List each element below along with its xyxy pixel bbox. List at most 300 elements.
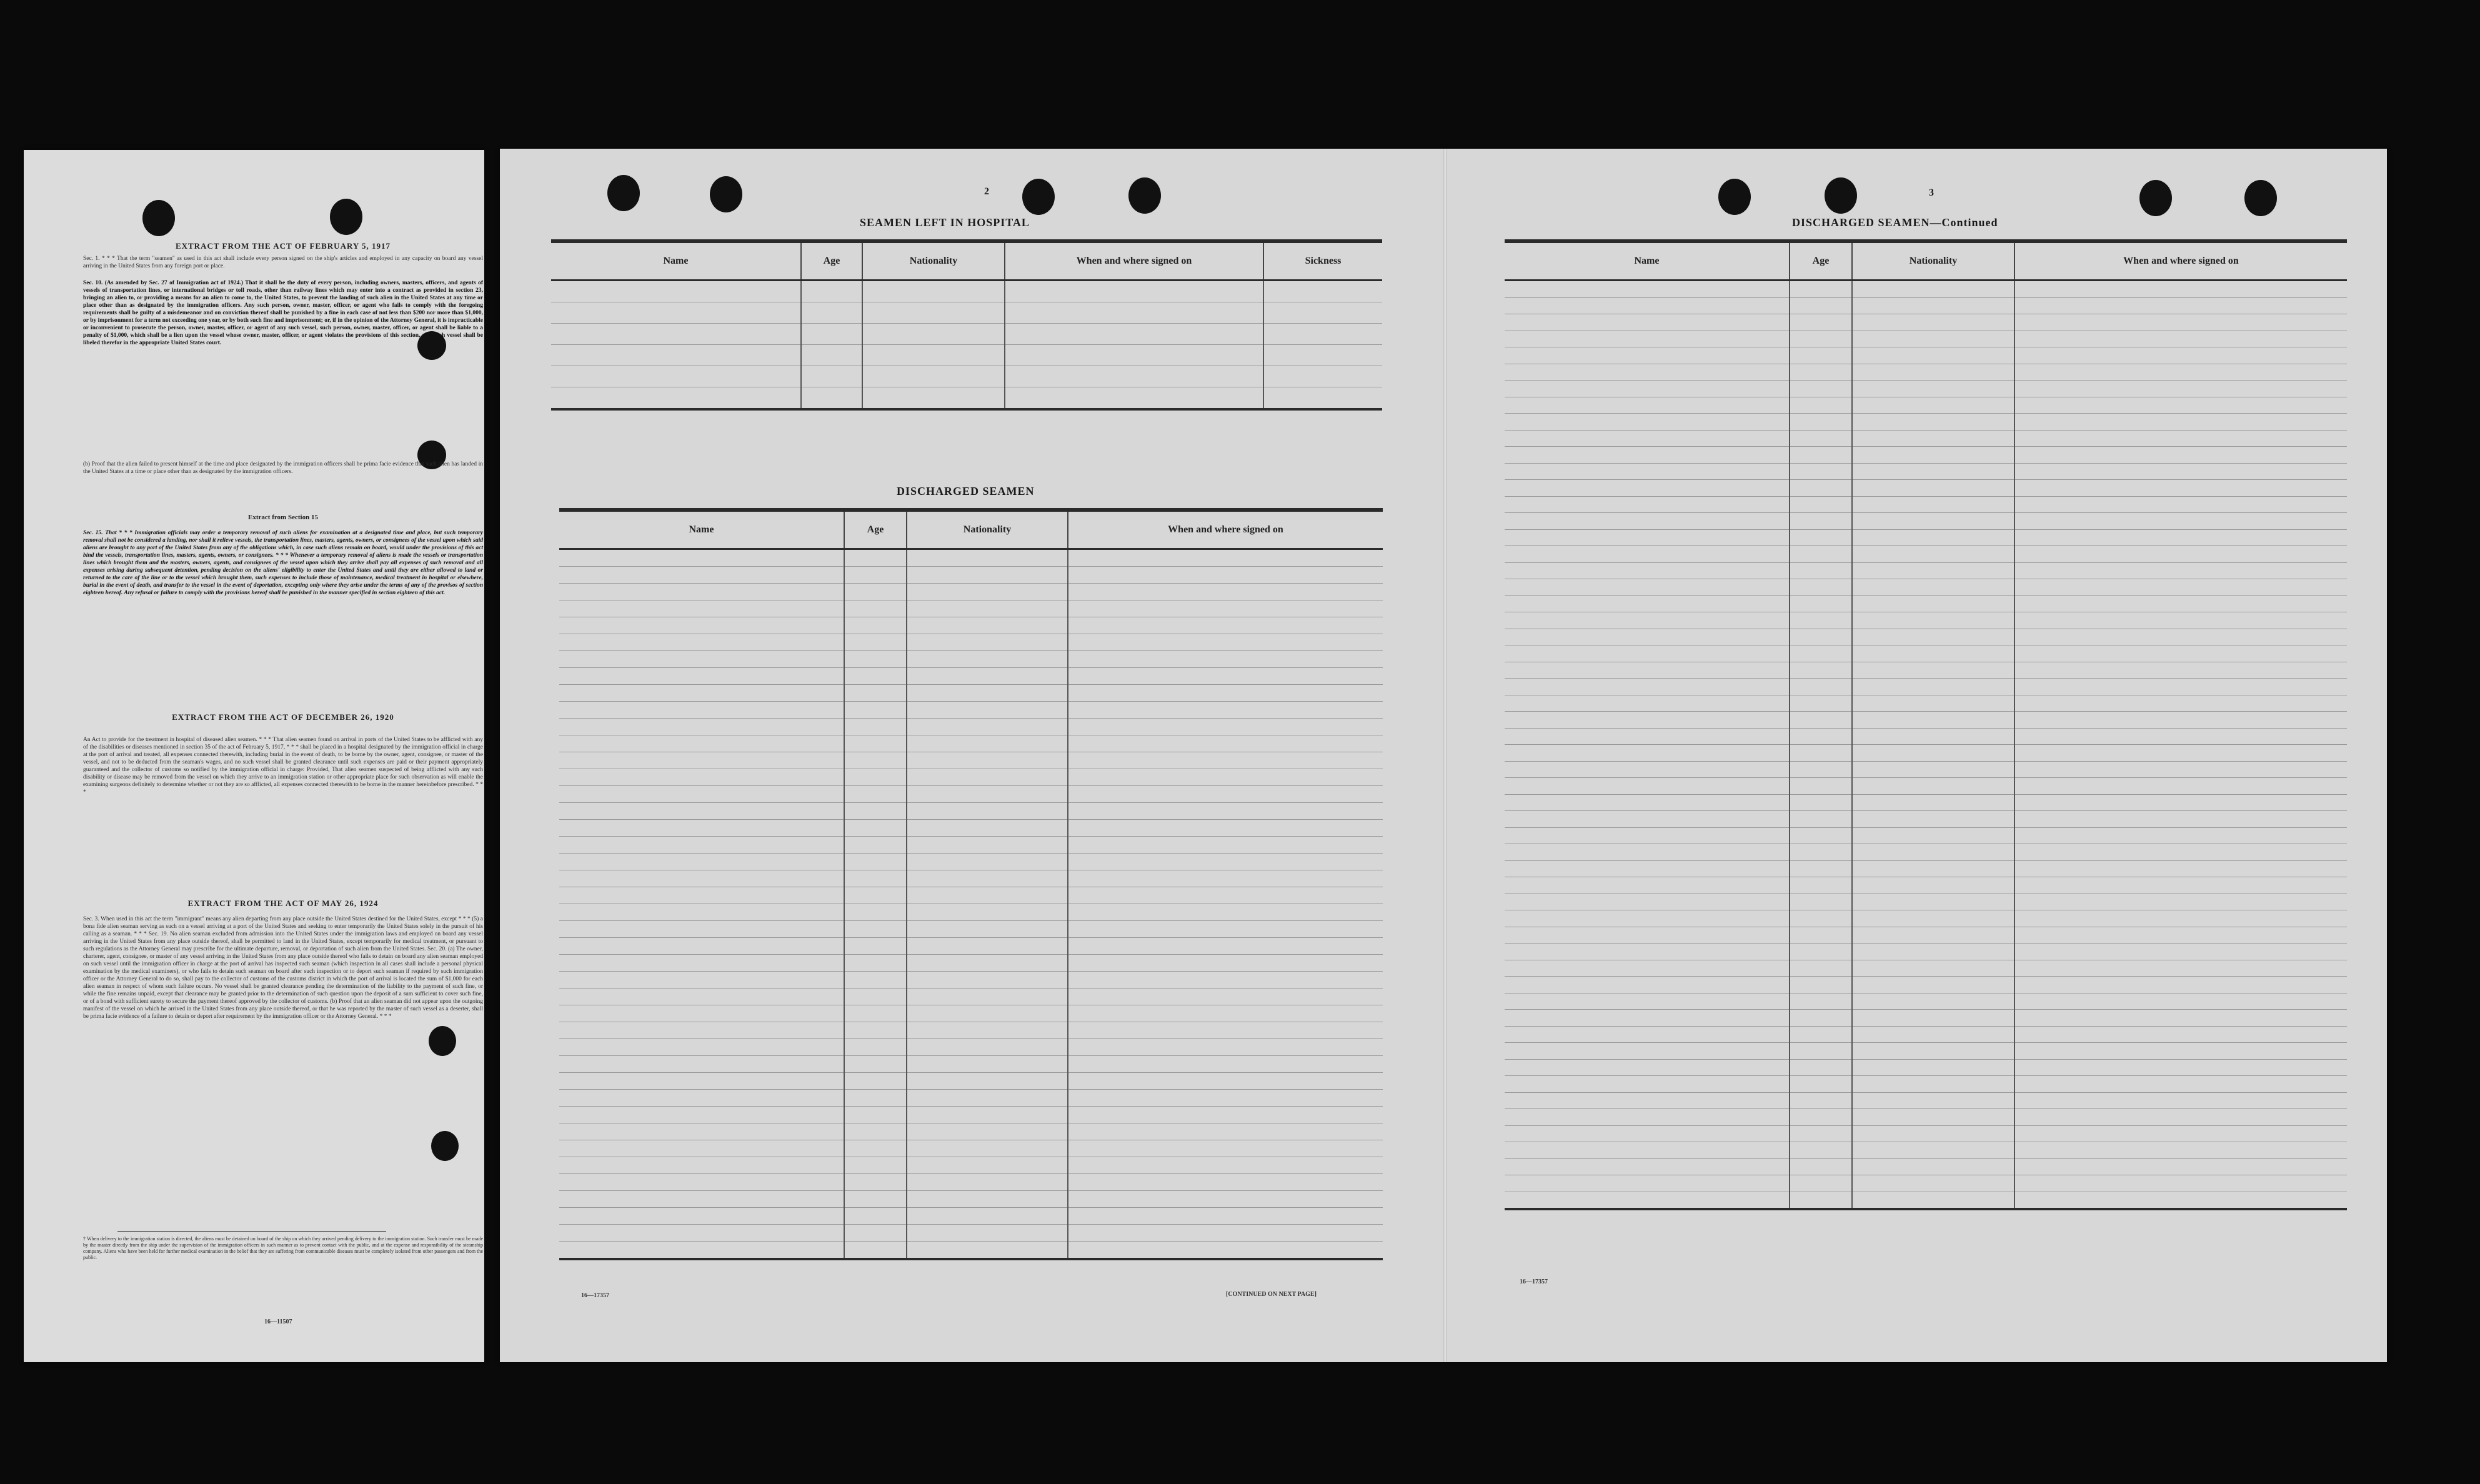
table-row: [559, 904, 1383, 921]
table-cell: [2014, 496, 2347, 513]
section-15-text: Sec. 15. That * * * Immigration officials may order a temporary removal of such aliens for examination at a designated time and place, but such temporary removal shall not be considered a landing, nor shall it relieve vessels, the transportation lines, masters, agents, owners, or consignees of the vessel upon which said aliens are brought to any port of the United States from any of the obligations which, in case such aliens remain on board, would under the provisions of this act bind the vessels, transportation lines, masters, agents, owners, or consignees. * * * Whenever a temporary removal of aliens is made the vessels or transportation lines which brought them and the masters, owners, agents, and consignees of the vessel upon which they arrive shall pay all expenses of such removal and all expenses arising during subsequent detention, pending decision on the aliens' eligibility to enter the United States and until they are either allowed to land or returned to the care of the line or to the vessel which brought them, such expenses to include those of maintenance, medical treatment in hospital or elsewhere, burial in the event of death, and transfer to the vessel in the event of deportation, excepting only where they arise under the terms of any of the provisos of section eighteen hereof. Any refusal or failure to comply with the provisions hereof shall be punished in the manner specified in section eighteen of this act.: [83, 530, 483, 596]
table-cell: [1852, 910, 2014, 927]
table-cell: [2014, 579, 2347, 596]
table-row: [559, 584, 1383, 600]
table-cell: [2014, 877, 2347, 894]
table-cell: [907, 1005, 1068, 1022]
table-cell: [1790, 728, 1852, 745]
table-cell: [1852, 827, 2014, 844]
punch-hole-icon: [1718, 179, 1751, 215]
table-cell: [907, 837, 1068, 854]
table-row: [1505, 1125, 2347, 1142]
table-cell: [1505, 463, 1790, 480]
table-cell: [2014, 844, 2347, 861]
table-cell: [1790, 1010, 1852, 1027]
table-cell: [801, 366, 862, 387]
table-cell: [559, 685, 844, 702]
table-cell: [844, 837, 907, 854]
table-cell: [1505, 761, 1790, 778]
continued-note: [CONTINUED ON NEXT PAGE]: [1226, 1291, 1317, 1298]
table-cell: [1068, 870, 1383, 887]
table-cell: [844, 1225, 907, 1242]
table-row: [559, 972, 1383, 989]
table-cell: [2014, 612, 2347, 629]
table-cell: [1790, 496, 1852, 513]
table-cell: [559, 1056, 844, 1073]
table-cell: [844, 1191, 907, 1208]
table-cell: [1068, 803, 1383, 820]
form-number: 16—17357: [581, 1292, 609, 1299]
table-cell: [1505, 579, 1790, 596]
table-cell: [2014, 595, 2347, 612]
table-cell: [1790, 364, 1852, 381]
table-cell: [844, 668, 907, 685]
table-row: [559, 1056, 1383, 1073]
table-cell: [1068, 854, 1383, 870]
table-row: [1505, 645, 2347, 662]
table-cell: [1068, 584, 1383, 600]
table-cell: [559, 752, 844, 769]
table-cell: [1790, 297, 1852, 314]
table-cell: [1505, 960, 1790, 977]
table-cell: [1505, 645, 1790, 662]
table-row: [1505, 1142, 2347, 1159]
table-cell: [2014, 1092, 2347, 1109]
col-signed-on: When and where signed on: [2014, 241, 2347, 281]
table-cell: [1790, 844, 1852, 861]
table-cell: [559, 1157, 844, 1174]
table-cell: [844, 584, 907, 600]
table-row: [559, 1225, 1383, 1242]
table-cell: [1790, 1142, 1852, 1159]
table-row: [1505, 397, 2347, 414]
table-cell: [1068, 719, 1383, 735]
table-cell: [1852, 546, 2014, 563]
table-cell: [2014, 347, 2347, 364]
punch-hole-icon: [431, 1131, 459, 1161]
table-cell: [559, 786, 844, 803]
table-row: [1505, 1109, 2347, 1126]
table-cell: [907, 584, 1068, 600]
table-cell: [801, 387, 862, 410]
table-cell: [1505, 447, 1790, 464]
table-row: [1505, 910, 2347, 927]
table-row: [559, 1073, 1383, 1090]
table-cell: [2014, 331, 2347, 347]
table-cell: [1852, 480, 2014, 497]
table-cell: [2014, 1076, 2347, 1093]
table-cell: [559, 668, 844, 685]
table-cell: [2014, 1059, 2347, 1076]
table-cell: [1068, 820, 1383, 837]
table-cell: [2014, 977, 2347, 993]
table-cell: [559, 803, 844, 820]
table-cell: [907, 1174, 1068, 1191]
table-row: [559, 1208, 1383, 1225]
punch-hole-icon: [1825, 177, 1857, 214]
table-cell: [1790, 562, 1852, 579]
table-cell: [907, 854, 1068, 870]
table-row: [1505, 364, 2347, 381]
table-cell: [1068, 752, 1383, 769]
table-cell: [907, 938, 1068, 955]
table-row: [1505, 281, 2347, 298]
table-cell: [844, 567, 907, 584]
table-cell: [907, 1039, 1068, 1056]
table-cell: [1790, 860, 1852, 877]
table-cell: [1790, 662, 1852, 679]
table-cell: [2014, 1026, 2347, 1043]
table-cell: [2014, 1125, 2347, 1142]
table-cell: [1790, 927, 1852, 944]
table-row: [1505, 844, 2347, 861]
table-cell: [559, 1225, 844, 1242]
table-cell: [907, 600, 1068, 617]
table-row: [1505, 679, 2347, 695]
table-cell: [1852, 728, 2014, 745]
table-cell: [1790, 612, 1852, 629]
table-cell: [1790, 1158, 1852, 1175]
punch-hole-icon: [607, 175, 640, 211]
table-row: [1505, 612, 2347, 629]
section-10-text: Sec. 10. (As amended by Sec. 27 of Immigration act of 1924.) That it shall be the duty of every person, including owners, masters, officers, and agents of vessels of transportation lines, or international bridges or toll roads, other than railway lines which may enter into a contract as provided in section 23, bringing an alien to, or providing a means for an alien to come to, the United States, to prevent the landing of such alien in the United States at any time or place other than as designated by the immigration officers. Any such person, owner, master, officer, or agent who fails to comply with the foregoing requirements shall be guilty of a misdemeanor and on conviction thereof shall be punished by a fine in each case of not less than $200 nor more than $1,000, or by imprisonment for a term not exceeding one year, or by both such fine and imprisonment; or, if in the opinion of the Attorney General, it is impracticable or inconvenient to prosecute the person, owner, master, officer, or agent of any such vessel, such person, owner, master, officer, or agent shall be liable to a penalty of $1,000, which shall be a lien upon the vessel whose owner, master, officer, or agent violates the provisions of this section, and such vessel shall be libeled therefor in the appropriate United States court.: [83, 280, 483, 346]
table-row: [551, 324, 1382, 345]
table-cell: [1505, 993, 1790, 1010]
table-cell: [801, 302, 862, 324]
table-cell: [1068, 702, 1383, 719]
table-cell: [559, 887, 844, 904]
table-row: [551, 366, 1382, 387]
table-cell: [1005, 302, 1263, 324]
table-row: [559, 634, 1383, 651]
table-cell: [844, 972, 907, 989]
table-cell: [907, 752, 1068, 769]
table-row: [559, 752, 1383, 769]
table-cell: [1852, 811, 2014, 828]
table-cell: [844, 1039, 907, 1056]
punch-hole-icon: [1128, 177, 1161, 214]
table-row: [1505, 546, 2347, 563]
table-cell: [1505, 595, 1790, 612]
table-cell: [1505, 1109, 1790, 1126]
table-cell: [844, 735, 907, 752]
table-row: [1505, 314, 2347, 331]
table-cell: [1263, 345, 1382, 366]
table-cell: [1790, 761, 1852, 778]
table-cell: [907, 668, 1068, 685]
table-cell: [2014, 910, 2347, 927]
table-row: [559, 989, 1383, 1005]
table-cell: [551, 302, 801, 324]
table-cell: [559, 1191, 844, 1208]
table-row: [559, 1123, 1383, 1140]
table-cell: [1790, 579, 1852, 596]
table-cell: [1068, 685, 1383, 702]
table-row: [1505, 562, 2347, 579]
table-cell: [1790, 745, 1852, 762]
table-cell: [1852, 1109, 2014, 1126]
table-row: [1505, 1026, 2347, 1043]
table-cell: [559, 1005, 844, 1022]
table-cell: [844, 752, 907, 769]
table-cell: [559, 837, 844, 854]
left-page: [24, 150, 484, 1362]
table-row: [1505, 927, 2347, 944]
table-row: [559, 1022, 1383, 1039]
table-row: [1505, 447, 2347, 464]
table-cell: [1068, 1005, 1383, 1022]
col-age: Age: [801, 241, 862, 281]
table-cell: [1790, 877, 1852, 894]
table-cell: [559, 1123, 844, 1140]
table-cell: [551, 345, 801, 366]
punch-hole-icon: [142, 200, 175, 236]
table-cell: [844, 769, 907, 786]
table-row: [559, 1005, 1383, 1022]
hospital-table-title: SEAMEN LEFT IN HOSPITAL: [860, 216, 1030, 229]
table-cell: [1790, 629, 1852, 645]
table-cell: [1505, 1142, 1790, 1159]
table-cell: [1068, 1073, 1383, 1090]
table-cell: [2014, 645, 2347, 662]
table-cell: [1852, 1125, 2014, 1142]
table-cell: [844, 786, 907, 803]
table-row: [551, 345, 1382, 366]
table-cell: [559, 600, 844, 617]
table-cell: [1790, 1109, 1852, 1126]
table-cell: [844, 617, 907, 634]
table-cell: [1790, 463, 1852, 480]
table-cell: [1790, 595, 1852, 612]
table-cell: [2014, 430, 2347, 447]
table-cell: [2014, 1158, 2347, 1175]
table-cell: [1790, 944, 1852, 960]
hospital-rows: [551, 281, 1382, 410]
table-cell: [907, 735, 1068, 752]
table-row: [559, 1242, 1383, 1260]
table-cell: [1263, 366, 1382, 387]
table-cell: [1852, 562, 2014, 579]
col-signed-on: When and where signed on: [1068, 510, 1383, 549]
table-cell: [1852, 1043, 2014, 1060]
table-row: [1505, 1158, 2347, 1175]
table-cell: [844, 989, 907, 1005]
form-number: 16—11507: [264, 1318, 292, 1325]
table-cell: [559, 1174, 844, 1191]
table-cell: [1790, 894, 1852, 910]
table-row: [1505, 1192, 2347, 1209]
table-cell: [844, 938, 907, 955]
table-row: [551, 302, 1382, 324]
punch-hole-icon: [710, 176, 742, 212]
table-row: [559, 887, 1383, 904]
table-cell: [1790, 331, 1852, 347]
table-cell: [2014, 662, 2347, 679]
table-row: [1505, 1059, 2347, 1076]
table-cell: [2014, 894, 2347, 910]
table-row: [559, 938, 1383, 955]
table-cell: [1852, 695, 2014, 712]
table-row: [559, 870, 1383, 887]
table-cell: [1852, 612, 2014, 629]
table-cell: [907, 870, 1068, 887]
table-cell: [1505, 745, 1790, 762]
table-cell: [907, 702, 1068, 719]
table-cell: [2014, 827, 2347, 844]
table-cell: [844, 803, 907, 820]
table-cell: [907, 1208, 1068, 1225]
table-cell: [2014, 397, 2347, 414]
table-cell: [2014, 1010, 2347, 1027]
table-cell: [1790, 314, 1852, 331]
table-cell: [1068, 955, 1383, 972]
table-cell: [1505, 894, 1790, 910]
col-age: Age: [844, 510, 907, 549]
table-cell: [1852, 712, 2014, 729]
table-cell: [1505, 430, 1790, 447]
table-cell: [1852, 1010, 2014, 1027]
table-cell: [1852, 844, 2014, 861]
table-cell: [1505, 629, 1790, 645]
table-cell: [1505, 496, 1790, 513]
table-row: [1505, 1175, 2347, 1192]
table-cell: [2014, 562, 2347, 579]
table-row: [551, 281, 1382, 302]
table-cell: [2014, 993, 2347, 1010]
table-cell: [862, 324, 1005, 345]
table-cell: [1068, 972, 1383, 989]
table-cell: [1852, 1175, 2014, 1192]
discharged-table-title: DISCHARGED SEAMEN: [897, 485, 1035, 497]
table-cell: [1790, 679, 1852, 695]
table-cell: [1505, 1092, 1790, 1109]
table-cell: [844, 1090, 907, 1107]
table-cell: [1852, 1142, 2014, 1159]
table-cell: [1505, 811, 1790, 828]
table-row: [1505, 1010, 2347, 1027]
table-row: [1505, 579, 2347, 596]
table-cell: [2014, 679, 2347, 695]
table-cell: [1852, 381, 2014, 397]
table-row: [1505, 662, 2347, 679]
table-cell: [559, 1039, 844, 1056]
table-cell: [1505, 794, 1790, 811]
table-cell: [1068, 1022, 1383, 1039]
table-cell: [907, 1242, 1068, 1260]
table-cell: [559, 567, 844, 584]
table-cell: [1068, 617, 1383, 634]
table-cell: [1852, 463, 2014, 480]
table-cell: [1068, 1242, 1383, 1260]
table-cell: [801, 281, 862, 302]
table-cell: [907, 989, 1068, 1005]
table-cell: [1790, 347, 1852, 364]
table-cell: [862, 366, 1005, 387]
table-cell: [1852, 1092, 2014, 1109]
table-cell: [1790, 1059, 1852, 1076]
table-cell: [1790, 778, 1852, 795]
col-name: Name: [1505, 241, 1790, 281]
table-cell: [1852, 778, 2014, 795]
table-cell: [1790, 1076, 1852, 1093]
table-cell: [1852, 529, 2014, 546]
punch-hole-icon: [2139, 180, 2172, 216]
table-cell: [1505, 562, 1790, 579]
table-cell: [844, 921, 907, 938]
table-cell: [844, 887, 907, 904]
table-cell: [844, 1022, 907, 1039]
table-cell: [907, 1157, 1068, 1174]
col-name: Name: [559, 510, 844, 549]
table-cell: [1852, 794, 2014, 811]
table-cell: [1790, 1125, 1852, 1142]
table-cell: [1005, 345, 1263, 366]
table-cell: [1852, 745, 2014, 762]
table-cell: [559, 1022, 844, 1039]
table-row: [1505, 463, 2347, 480]
center-fold: [1443, 149, 1447, 1362]
table-cell: [1852, 629, 2014, 645]
table-cell: [2014, 1175, 2347, 1192]
table-row: [559, 1107, 1383, 1123]
table-row: [559, 600, 1383, 617]
table-cell: [844, 1107, 907, 1123]
table-cell: [907, 1090, 1068, 1107]
table-cell: [2014, 447, 2347, 464]
table-cell: [2014, 811, 2347, 828]
table-cell: [1068, 837, 1383, 854]
table-cell: [1790, 414, 1852, 431]
footnote-rule: [117, 1231, 386, 1232]
table-cell: [1068, 1039, 1383, 1056]
table-cell: [2014, 529, 2347, 546]
table-cell: [559, 1107, 844, 1123]
table-cell: [1852, 894, 2014, 910]
table-cell: [1068, 938, 1383, 955]
table-cell: [1790, 960, 1852, 977]
act-1920-text: An Act to provide for the treatment in hospital of diseased alien seamen. * * * That alien seamen found on arrival in ports of the United States to be afflicted with any of the disabilities or diseases mentioned in section 35 of the act of February 5, 1917, * * * shall be placed in a hospital designated by the immigration official in charge at the port of arrival and treated, all expenses connected therewith, including burial in the event of death, to be borne by the owner, agent, consignee, or master of the vessel, and not to be deducted from the seaman's wages, and no such vessel shall be granted clearance until such expenses are paid or their payment appropriately guaranteed and the collector of customs so notified by the immigration official in charge: Provided, That alien seamen suspected of being afflicted with any such disability or disease may be removed from the vessel on which they arrive to an immigration station or other appropriate place for such observation as will enable the examining surgeons definitely to determine whether or not they are so afflicted, all expenses connected therewith to be borne in the manner hereinbefore prescribed. * * *: [83, 737, 483, 795]
table-cell: [1852, 662, 2014, 679]
table-row: [559, 786, 1383, 803]
col-sickness: Sickness: [1263, 241, 1382, 281]
table-cell: [1790, 397, 1852, 414]
table-cell: [1790, 993, 1852, 1010]
table-row: [559, 1157, 1383, 1174]
table-row: [1505, 894, 2347, 910]
table-row: [559, 1090, 1383, 1107]
table-row: [1505, 761, 2347, 778]
table-cell: [1790, 811, 1852, 828]
table-cell: [2014, 794, 2347, 811]
table-cell: [559, 617, 844, 634]
table-row: [559, 1039, 1383, 1056]
table-cell: [1505, 414, 1790, 431]
table-cell: [844, 1140, 907, 1157]
table-cell: [1852, 761, 2014, 778]
table-cell: [559, 1140, 844, 1157]
discharged-continued-table: [1505, 239, 2347, 1210]
table-row: [1505, 811, 2347, 828]
table-cell: [559, 735, 844, 752]
table-cell: [559, 719, 844, 735]
table-row: [559, 854, 1383, 870]
table-row: [1505, 529, 2347, 546]
table-row: [1505, 629, 2347, 645]
table-row: [1505, 695, 2347, 712]
table-cell: [801, 324, 862, 345]
table-cell: [844, 904, 907, 921]
table-cell: [1505, 1059, 1790, 1076]
